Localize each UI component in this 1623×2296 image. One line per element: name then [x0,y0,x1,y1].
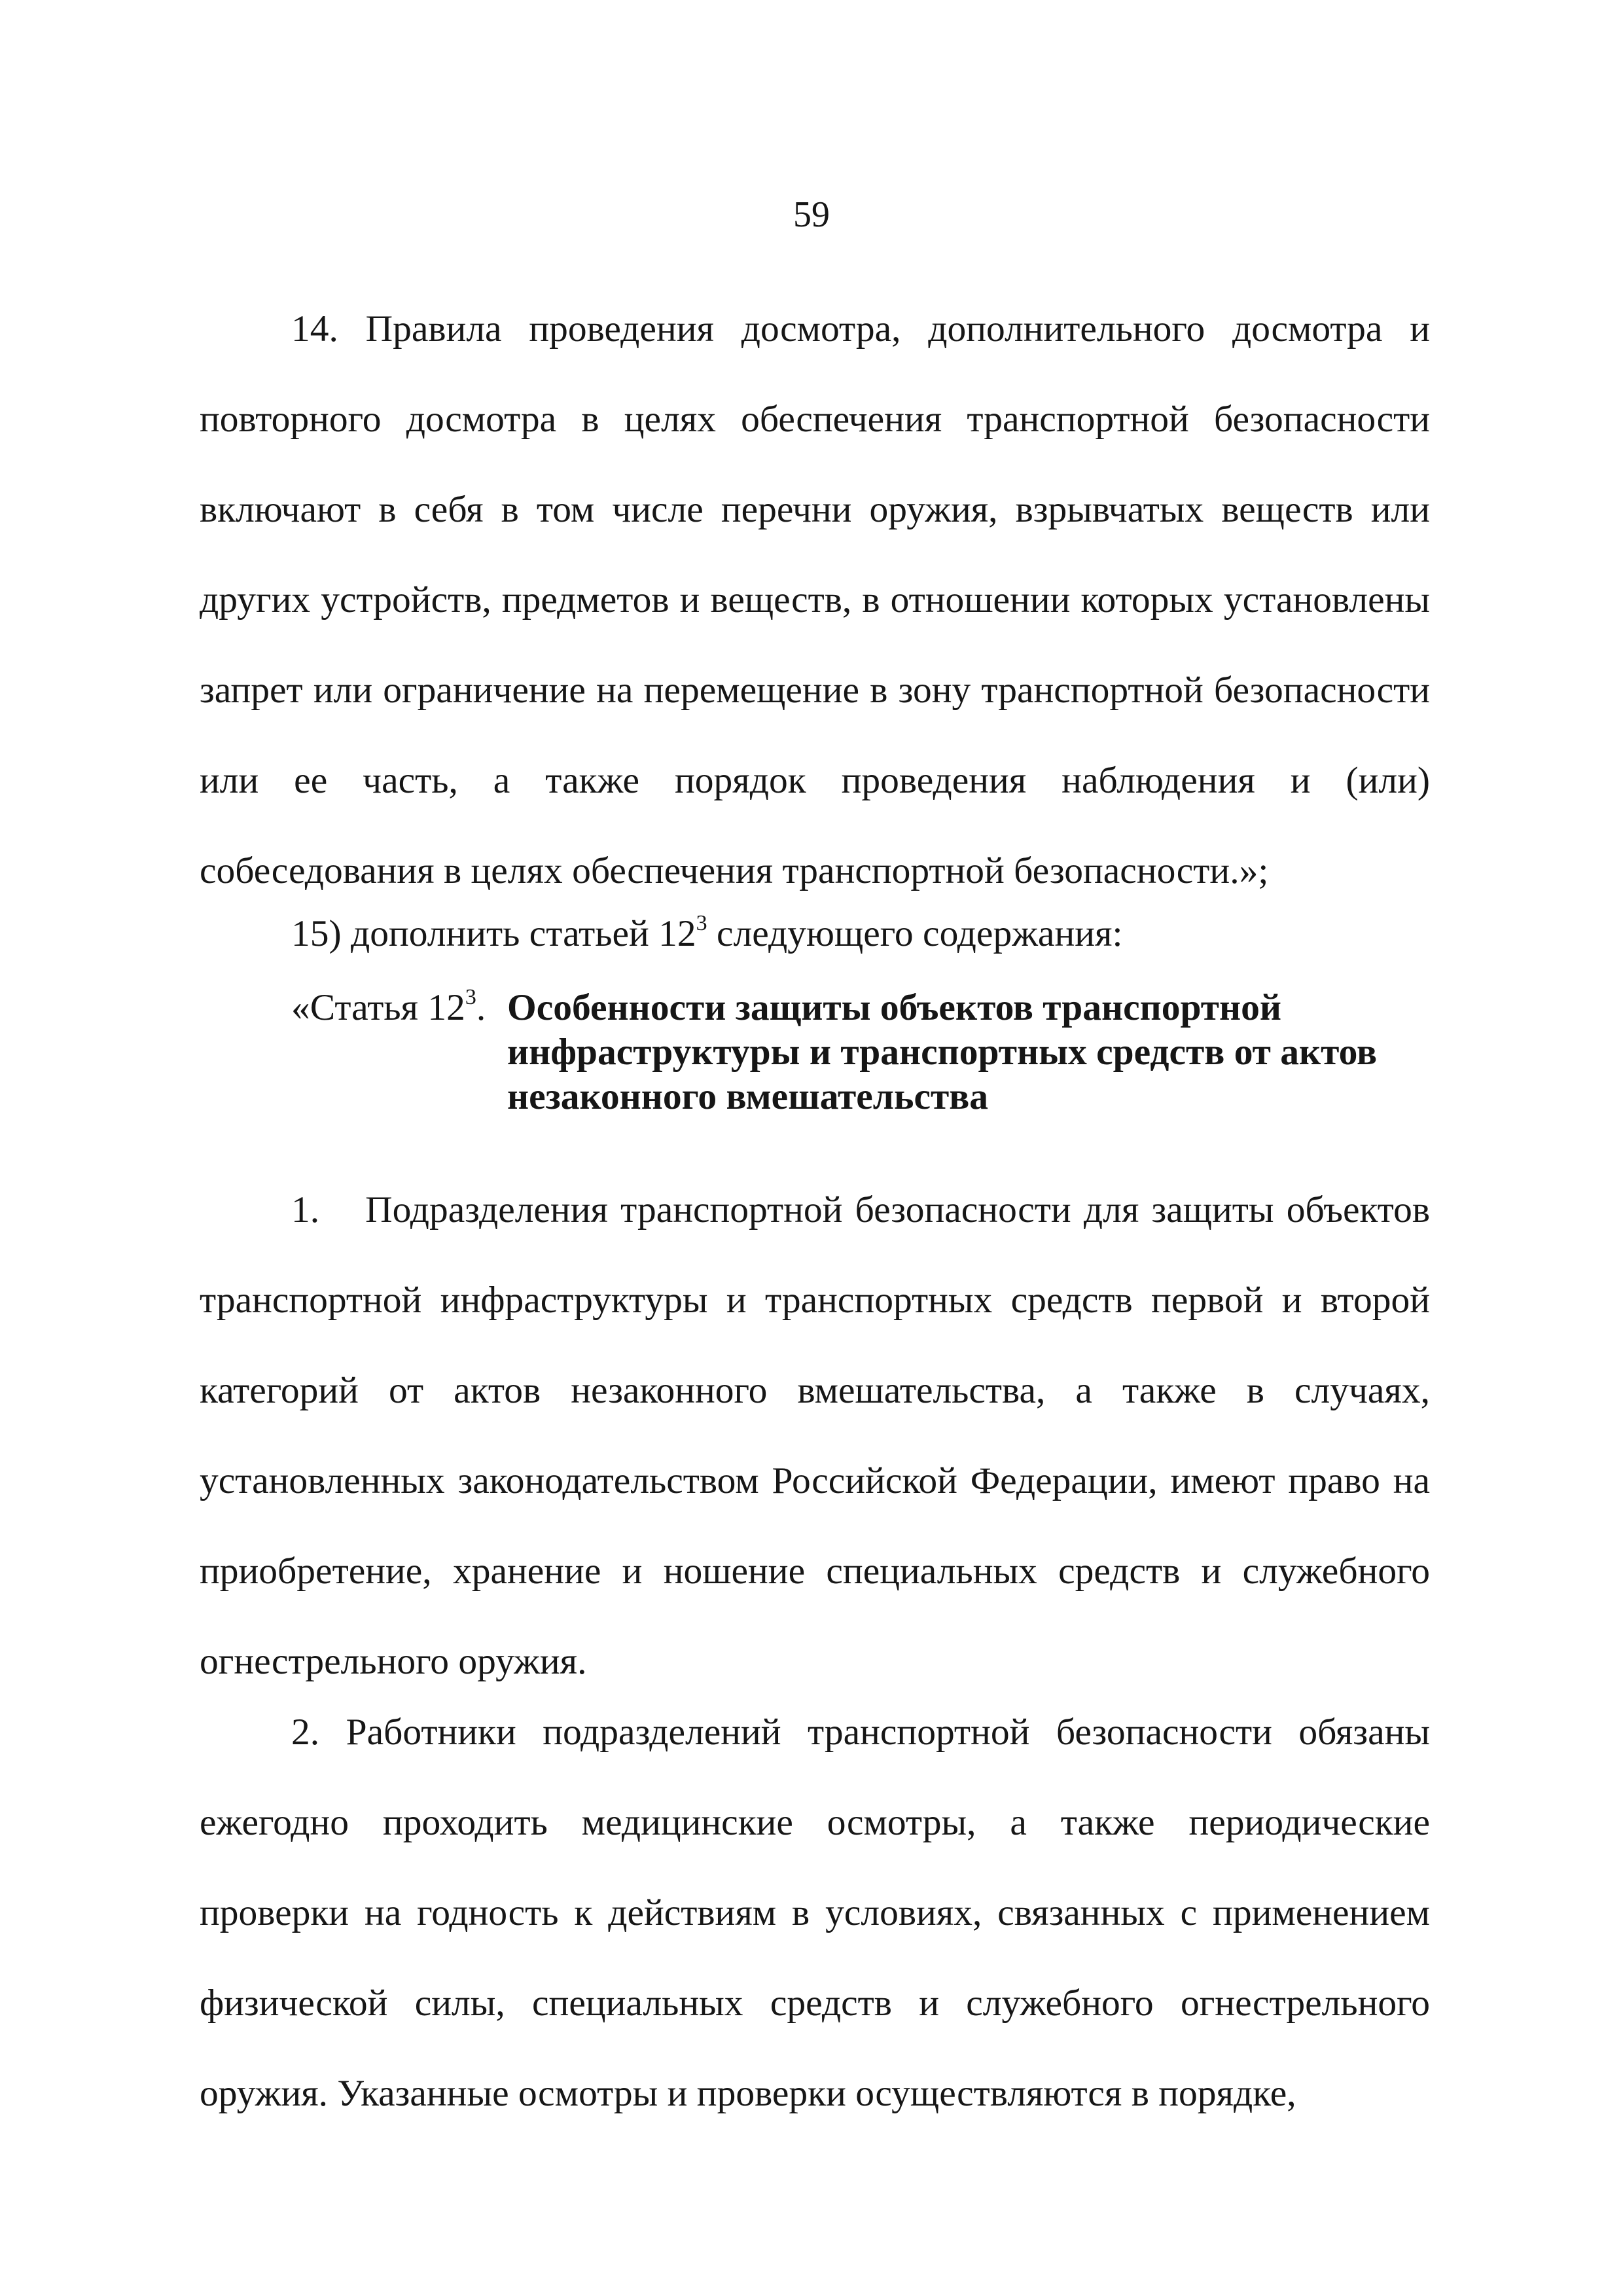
clause-1-body: Подразделения транспортной безопасности для защиты объектов транспортной инфраструктуры и транспортных средств первой и второй категорий от актов незаконного вмешательства, а также в случаях, установленных законодательством Российской Федерации, имеют право на приобретение, хранение и ношение специальных средств и служебного огнестрельного оружия. [200,1189,1430,1682]
clause-1-number: 1. [291,1189,320,1230]
clause-1-text [200,1165,1430,1707]
amendment-15-before: 15) дополнить статьей 12 [291,913,696,954]
article-title-line: незаконного вмешательства [507,1076,989,1117]
article-title-line: инфраструктуры и транспортных средств от актов [507,1031,1378,1073]
clause-1 [200,1165,1430,1707]
page-number: 59 [793,194,830,235]
paragraph-14 [200,284,1430,916]
article-label-sup: 3 [465,985,476,1009]
clause-2-text: 2. Работники подразделений транспортной безопасности обязаны ежегодно проходить медицинские осмотры, а также периодические проверки на годность к действиям в условиях, связанных с применением физической силы, специальных средств и служебного огнестрельного оружия. Указанные осмотры и проверки осуществляются в порядке, [200,1712,1430,2114]
amendment-15-text [200,889,1430,979]
article-title-line: Особенности защиты объектов транспортной [507,987,1281,1028]
article-label-prefix: «Статья 12 [291,987,465,1028]
clause-2 [200,1687,1430,2139]
article-title [507,986,1436,1119]
amendment-15 [200,889,1430,979]
amendment-15-after: следующего содержания: [707,913,1123,954]
article-label [291,986,486,1030]
amendment-15-sup: 3 [696,911,707,935]
paragraph-14-text: 14. Правила проведения досмотра, дополнительного досмотра и повторного досмотра в целях обеспечения транспортной безопасности включают в себя в том числе перечни оружия, взрывчатых веществ или других устройств, предметов и веществ, в отношении которых установлены запрет или ограничение на перемещение в зону транспортной безопасности или ее часть, а также порядок проведения наблюдения и (или) собеседования в целях обеспечения транспортной безопасности.»; [200,308,1430,891]
article-label-suffix: . [476,987,486,1028]
